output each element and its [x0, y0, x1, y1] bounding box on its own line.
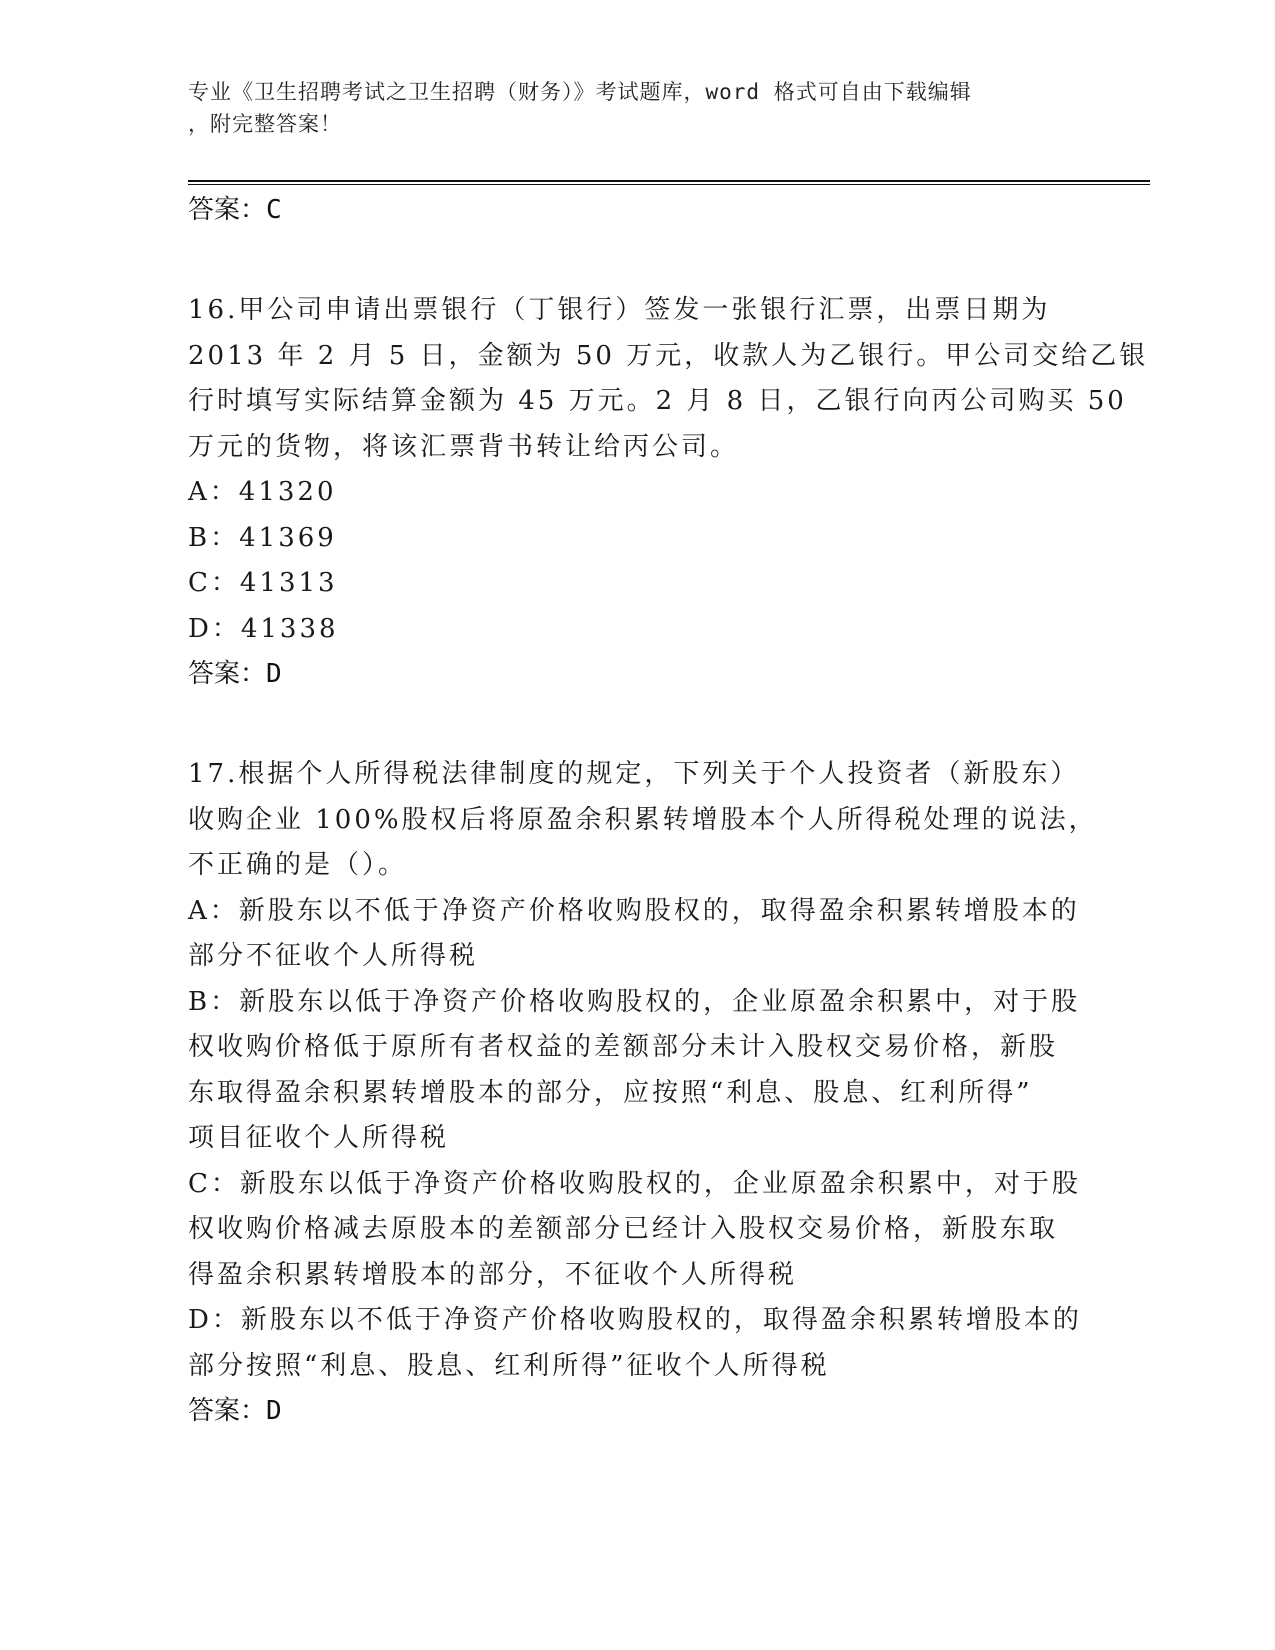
- option-b: B：41369: [188, 522, 337, 553]
- answer-line: [188, 654, 1088, 694]
- option-a-continued: 部分不征收个人所得税: [188, 941, 479, 971]
- question-stem-line: 17.根据个人所得税法律制度的规定，下列关于个人投资者（新股东）: [188, 759, 1080, 789]
- answer-label: 答案：: [188, 659, 267, 689]
- option-d-continued: 部分按照“利息、股息、红利所得”征收个人所得税: [188, 1350, 830, 1381]
- answer-line: [188, 1391, 1088, 1431]
- option-a: A：41320: [188, 477, 337, 507]
- question-stem-line: 万元的货物，将该汇票背书转让给丙公司。: [188, 431, 740, 462]
- question-stem-line: 收购企业 100%股权后将原盈余积累转增股本个人所得税处理的说法，: [188, 804, 1098, 835]
- option-c-continued: 得盈余积累转增股本的部分，不征收个人所得税: [188, 1259, 798, 1290]
- option-a: A：新股东以不低于净资产价格收购股权的，取得盈余积累转增股本的: [188, 895, 1080, 926]
- answer-label: 答案：: [188, 1396, 267, 1426]
- option-b: B：新股东以低于净资产价格收购股权的，企业原盈余积累中，对于股: [188, 986, 1081, 1017]
- answer-value: C: [266, 195, 282, 225]
- answer-label: 答案：: [188, 195, 267, 225]
- header-line: ，附完整答案！: [188, 112, 342, 136]
- question-stem-line: 不正确的是（）。: [188, 850, 408, 880]
- document-header: [188, 76, 1108, 140]
- question-stem-line: 2013 年 2 月 5 日，金额为 50 万元，收款人为乙银行。甲公司交给乙银: [188, 340, 1149, 371]
- option-b-continued: 权收购价格低于原所有者权益的差额部分未计入股权交易价格，新股: [188, 1032, 1059, 1062]
- question-16: [188, 288, 1149, 694]
- option-c-continued: 权收购价格减去原股本的差额部分已经计入股权交易价格，新股东取: [188, 1214, 1059, 1244]
- document-content: [188, 190, 1149, 1431]
- option-c: C：新股东以低于净资产价格收购股权的，企业原盈余积累中，对于股: [188, 1168, 1081, 1199]
- answer-line: [188, 190, 1088, 230]
- option-c: C：41313: [188, 568, 338, 598]
- answer-value: D: [266, 1396, 282, 1426]
- option-d: D：41338: [188, 613, 339, 644]
- question-17: [188, 752, 1098, 1431]
- answer-value: D: [266, 659, 282, 689]
- question-stem-line: 行时填写实际结算金额为 45 万元。2 月 8 日，乙银行向丙公司购买 50: [188, 386, 1127, 416]
- header-divider-thick: [188, 180, 1150, 182]
- question-stem-line: 16.甲公司申请出票银行（丁银行）签发一张银行汇票，出票日期为: [188, 295, 1051, 325]
- option-d: D：新股东以不低于净资产价格收购股权的，取得盈余积累转增股本的: [188, 1305, 1082, 1335]
- header-divider-thin: [188, 184, 1150, 185]
- header-line: 专业《卫生招聘考试之卫生招聘（财务）》考试题库，word 格式可自由下载编辑: [188, 80, 972, 104]
- option-b-continued: 东取得盈余积累转增股本的部分，应按照“利息、股息、红利所得”: [188, 1077, 1033, 1108]
- option-b-continued: 项目征收个人所得税: [188, 1123, 450, 1153]
